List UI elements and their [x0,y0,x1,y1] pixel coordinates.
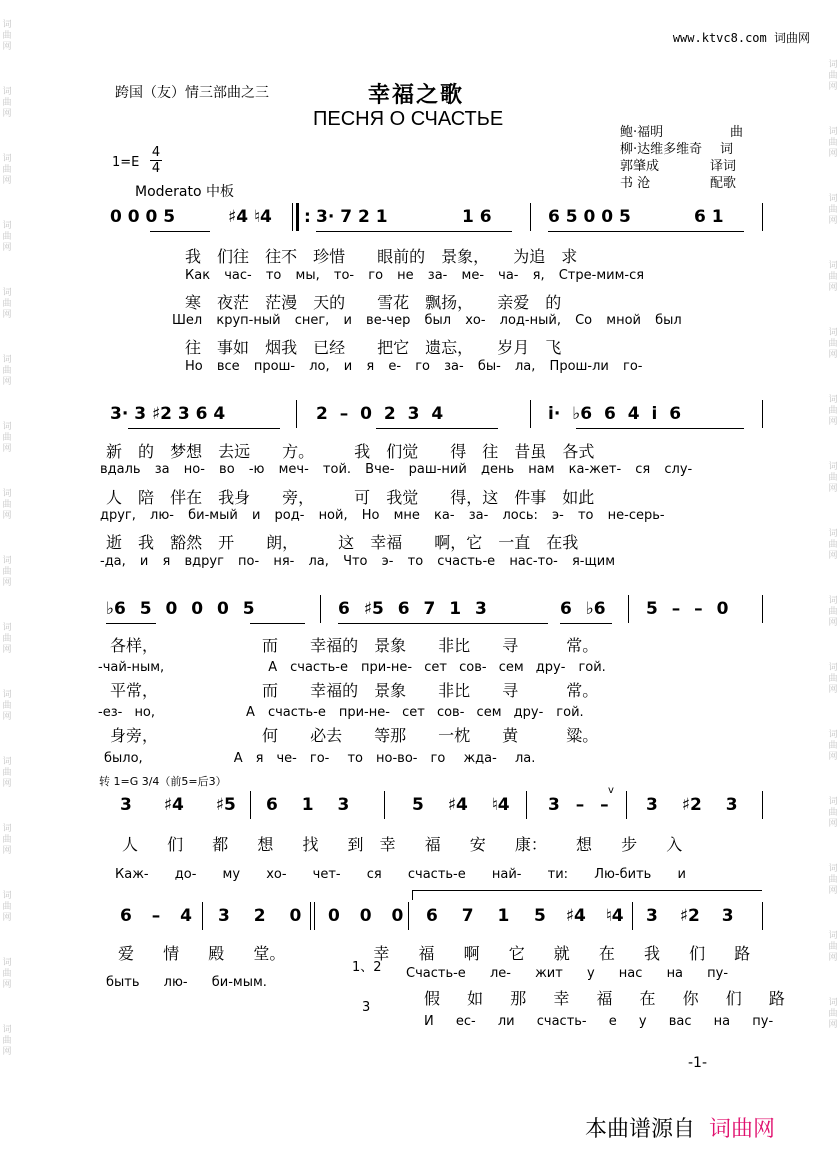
verse-mark: 3 [362,1000,371,1015]
barline [762,791,763,819]
measure: 6 7 1 [426,906,510,926]
measure: 6 5 0 0 5 [548,207,631,227]
barline [408,902,409,930]
measure: 3 2 0 [218,906,302,926]
left-watermark: 词 曲 网 词 曲 网 词 曲 网 词 曲 网 词 曲 网 词 曲 网 词 曲 网 词 曲 网 词 曲 网 词 曲 网 词 曲 网 词 曲 网 词 曲 网 词 曲 网 词 曲 网 词 曲 网 [2,20,12,1057]
barline [310,902,311,930]
time-signature: 4 4 [151,145,161,176]
measure: 6 1 3 [266,795,350,815]
measure: 6 – 4 [120,906,192,926]
lyric-line-ru: -да, и я вдруг по- ня- ла, Что э- то счасть-е нас-то- я-щим [100,554,615,569]
lyric-line-cn: 各样， 而 幸福的 景象 非比 寻 常。 [110,636,599,655]
source-footer: 本曲谱源自 词曲网 [585,1117,776,1142]
measure: 6 ♭6 [560,599,606,619]
measure: 3· 3 ♯2 3 6 4 [110,404,226,424]
barline [762,400,763,428]
measure: 5 – – 0 [646,599,729,619]
volta-bracket [412,890,762,891]
measure: 3 – – [548,795,609,815]
barline [530,400,531,428]
breath-mark: v [608,785,614,796]
lyric-line-cn: 新 的 梦想 去远 方。 我 们觉 得 往 昔虽 各式 [106,442,595,461]
barline [202,902,203,930]
lyric-line-ru: было, А я че- го- то но-во- го жда- ла. [104,751,536,766]
lyric-line-ru: Каж- до- му хо- чет- ся счасть-е най- ти: Лю-бить и [115,867,686,882]
measure: 6 ♯5 6 7 1 3 [338,599,487,619]
site-url: www.ktvc8.com 词曲网 [672,31,810,45]
repeat-dots: : [304,207,311,227]
measure: 5 ♯4 ♮4 [412,795,510,815]
lyric-line-cn: 假 如 那 幸 福 在 你 们 路 [424,989,785,1008]
lyric-line-ru: Счасть-е ле- жит у нас на пу- [406,966,729,981]
barline [296,400,297,428]
title-ru: ПЕСНЯ О СЧАСТЬЕ [313,108,504,130]
title-cn: 幸福之歌 [368,82,465,108]
measure: 3 ♯2 3 [646,906,734,926]
lyric-line-ru: Как час- то мы, то- го не за- ме- ча- я, Стре-мим-ся [185,268,645,283]
measure: ♯4 ♮4 [228,207,272,227]
key-signature: 1=E [112,155,140,170]
barline [320,595,321,623]
barline [762,902,763,930]
lyric-line-cn: 人 们 都 想 找 到 幸 福 安 康： 想 步 入 [122,835,683,854]
barline [762,203,763,231]
measure: 0 0 0 [328,906,404,926]
measure: ♭6 5 0 0 0 5 [106,599,255,619]
lyric-line-ru: друг, лю- би-мый и род- ной, Но мне ка- за- лось: э- то не-серь- [100,508,665,523]
lyric-line-ru: Но все прош- ло, и я е- го за- бы- ла, Прош-ли го- [185,359,643,374]
measure: 5 ♯4 ♮4 [534,906,624,926]
barline [384,791,385,819]
measure: 3 ♯4 ♯5 [120,795,236,815]
right-watermark: 词 曲 网 词 曲 网 词 曲 网 词 曲 网 词 曲 网 词 曲 网 词 曲 网 词 曲 网 词 曲 网 词 曲 网 词 曲 网 词 曲 网 词 曲 网 词 曲 网 词 曲 网 [828,60,838,1030]
lyric-line-cn: 我 们往 往不 珍惜 眼前的 景象， 为追 求 [185,247,578,266]
barline [250,791,251,819]
lyric-line-cn: 逝 我 豁然 开 朗， 这 幸福 啊，它 一直 在我 [106,533,579,552]
barline [314,902,315,930]
measure: 6 1 [694,207,724,227]
page-number: -1- [688,1055,708,1071]
measure: 0 0 0 5 [110,207,176,227]
lyric-line-ru: -ез- но, А счасть-е при-не- сет сов- сем дру- гой. [98,705,584,720]
subtitle: 跨国（友）情三部曲之三 [115,85,269,101]
repeat-barline [296,203,299,231]
lyric-line-ru: И ес- ли счасть- е у вас на пу- [424,1014,774,1029]
lyric-line-cn: 平常， 而 幸福的 景象 非比 寻 常。 [110,681,599,700]
measure: 3· 7 2 1 [316,207,388,227]
measure: 3 ♯2 3 [646,795,738,815]
lyric-line-ru: быть лю- би-мым. [106,975,267,990]
barline [530,203,531,231]
lyric-line-cn: 爱 情 殿 堂。 幸 福 啊 它 就 在 我 们 路 [118,944,751,963]
lyric-line-cn: 往 事如 烟我 已经 把它 遗忘， 岁月 飞 [185,338,562,357]
measure: 2 – 0 2 3 4 [316,404,444,424]
measure: i· ♭6 6 4 i 6 [548,404,682,424]
credits: 鲍·福明 曲 柳·达维多维奇 词 郭肇成 译词 书 沧 配歌 [620,125,744,191]
lyric-line-cn: 寒 夜茫 茫漫 天的 雪花 飘扬， 亲爱 的 [185,293,562,312]
barline [526,791,527,819]
measure: 1 6 [462,207,492,227]
barline [762,595,763,623]
barline [292,203,293,231]
verse-mark: 1、2 [352,960,382,975]
barline [628,595,629,623]
lyric-line-ru: -чай-ным, А счасть-е при-не- сет сов- сем дру- гой. [98,660,606,675]
barline [632,902,633,930]
modulation-mark: 转 1=G 3/4（前5=后3） [99,775,227,788]
tempo: Moderato 中板 [135,184,234,200]
lyric-line-ru: Шел круп-ный снег, и ве-чер был хо- лод-ный, Со мной был [172,313,682,328]
lyric-line-cn: 身旁， 何 必去 等那 一枕 黄 粱。 [110,726,599,745]
lyric-line-ru: вдаль за но- во -ю меч- той. Вче- раш-ний день нам ка-жет- ся слу- [100,462,693,477]
barline [626,791,627,819]
lyric-line-cn: 人 陪 伴在 我身 旁， 可 我觉 得，这 件事 如此 [106,488,595,507]
